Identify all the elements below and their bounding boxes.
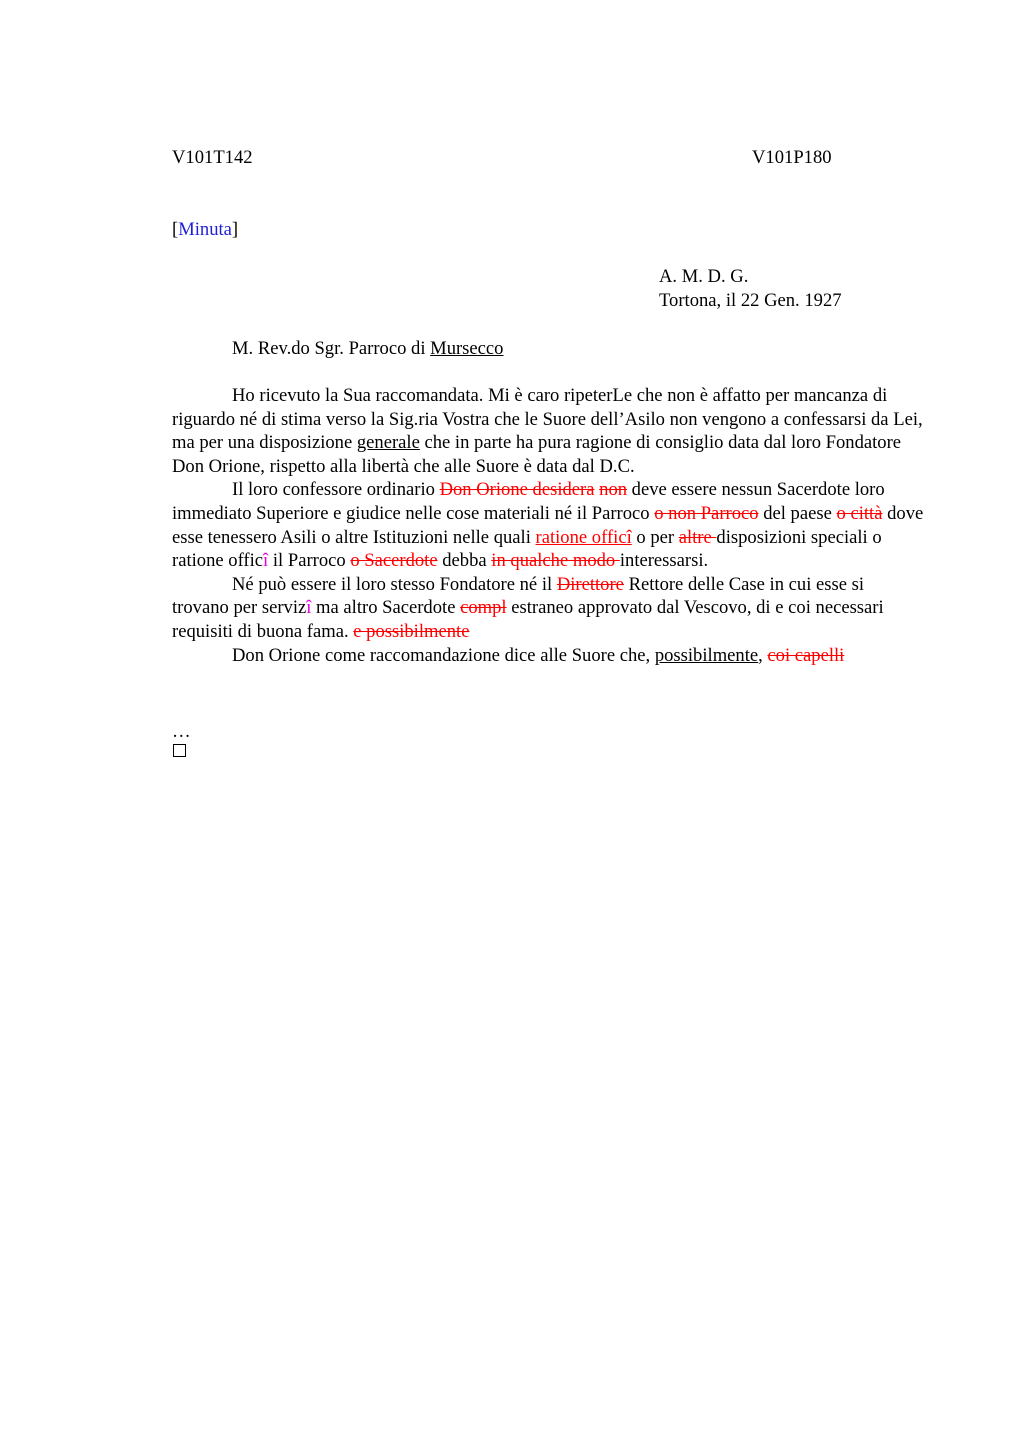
text-run: deve essere nessun Sacerdote loro immediato Superiore e giudice nelle cose materiali né il Parroco xyxy=(172,479,885,524)
deleted-text: altre xyxy=(678,526,717,548)
document-code-right: V101P180 xyxy=(752,147,832,168)
heading-motto: A. M. D. G. xyxy=(659,266,749,287)
deleted-text: e possibilmente xyxy=(353,620,470,642)
deleted-text: Direttore xyxy=(556,573,624,595)
text-run: disposizioni speciali o ratione offic xyxy=(172,526,882,572)
minuta-link[interactable]: Minuta xyxy=(178,219,232,240)
text-run: interessarsi. xyxy=(619,550,709,572)
paragraph-1 xyxy=(172,384,924,478)
deleted-text: compl xyxy=(460,597,507,619)
heading-place-date: Tortona, il 22 Gen. 1927 xyxy=(659,290,842,311)
revised-text: ratione officî xyxy=(535,526,632,548)
document-code-left: V101T142 xyxy=(172,147,253,168)
text-run: ma altro Sacerdote xyxy=(311,597,461,619)
deleted-text: in qualche modo xyxy=(491,550,620,572)
inserted-mark: î xyxy=(306,597,312,619)
text-run: Don Orione come raccomandazione dice alle Suore che, xyxy=(232,644,655,666)
text-run: Rettore delle Case in cui esse si trovano per serviz xyxy=(172,573,865,619)
paragraph-4 xyxy=(172,644,924,668)
ellipsis: … xyxy=(172,721,191,742)
salutation-place: Mursecco xyxy=(430,338,504,359)
text-run: Il loro confessore ordinario xyxy=(232,479,440,501)
salutation-text: M. Rev.do Sgr. Parroco di xyxy=(232,338,431,359)
deleted-text: o non Parroco xyxy=(654,502,759,524)
deleted-text: o città xyxy=(836,502,883,524)
letter-body xyxy=(172,384,924,667)
minuta-open-bracket: [ xyxy=(172,219,179,240)
text-run: debba xyxy=(437,550,492,572)
text-run: estraneo approvato dal Vescovo, di e coi necessari requisiti di buona fama. xyxy=(172,597,884,642)
underlined-word: generale xyxy=(356,432,420,454)
text-run: o per xyxy=(631,526,679,548)
underlined-word: possibilmente xyxy=(654,644,759,666)
text-run: Ho ricevuto la Sua raccomandata. Mi è caro ripeterLe che non è affatto per mancanza di riguardo né di stima verso la Sig.ria Vostra che le Suore dell’Asilo non vengono a confessarsi da Lei, ma per una disposizione xyxy=(172,385,923,454)
minuta-label xyxy=(172,218,238,242)
deleted-text: non xyxy=(599,479,628,501)
deleted-text: coi capelli xyxy=(767,644,845,666)
text-run: che in parte ha pura ragione di consiglio data dal loro Fondatore Don Orione, rispetto alla libertà che alle Suore è data dal D.C. xyxy=(172,432,902,477)
deleted-text: o Sacerdote xyxy=(350,550,438,572)
text-run: , xyxy=(758,644,768,666)
text-run: del paese xyxy=(758,502,837,524)
text-run: dove esse tenessero Asili o altre Istituzioni nelle quali xyxy=(172,502,924,548)
salutation xyxy=(232,337,503,361)
paragraph-2 xyxy=(172,478,924,572)
square-mark-icon xyxy=(173,744,186,757)
text-run: Né può essere il loro stesso Fondatore né il xyxy=(232,573,557,595)
minuta-close-bracket: ] xyxy=(231,219,239,240)
text-run: il Parroco xyxy=(268,550,351,572)
paragraph-3 xyxy=(172,573,924,644)
deleted-text: Don Orione desidera xyxy=(439,479,595,501)
letter-heading xyxy=(659,265,842,313)
inserted-mark: î xyxy=(263,550,269,572)
